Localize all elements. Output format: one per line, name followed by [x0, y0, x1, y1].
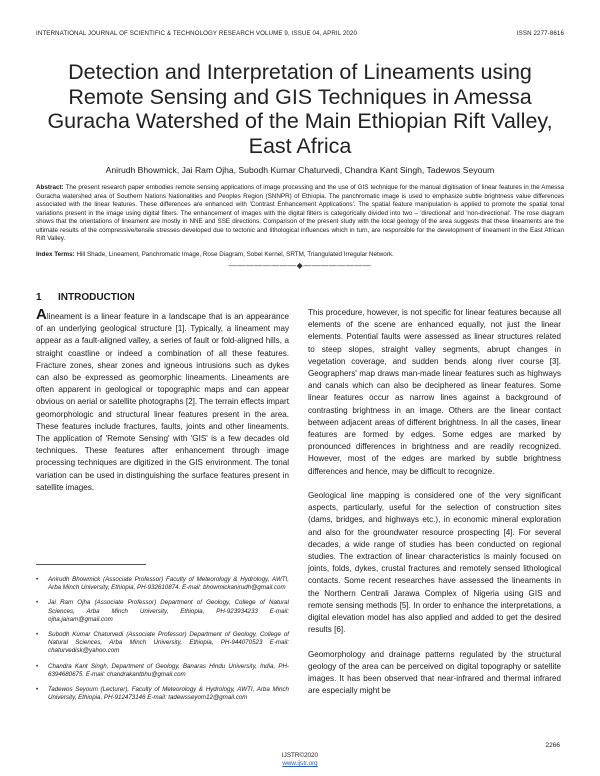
bullet-icon: • — [36, 662, 39, 670]
abstract-text: The present research paper embodies remote sensing applications of image processing and the use of GIS technique for the manual digitisation of linear features in the Amessa Guracha watershed area of Southern Nations Nationalities and Peoples Region (SNNPR) of Ethiopia. The panchromatic image is used to emphasize subtle brightness value differences associated with the linear features. These differences are enhanced with 'Contrast Enhancement Applications'. The spatial feature manipulation is applied to promote the spatial tonal variations present in the image using digital filters. The enhancement of images with the digital filters is categorically divided into two – 'directional' and 'non-directional'. The rose diagram shows that the orientations of lineament are mostly in NNE and SSE directions. Comparison of the present study with the local geology of the area suggests that these lineaments are the ultimate results of the compressive/tensile stresses developed due to tectonic and lithological influences which in turn, are responsible for the development of lineament in the East African Rift Valley. — [36, 184, 564, 242]
section-title: INTRODUCTION — [58, 292, 135, 303]
page-number: 2266 — [545, 742, 560, 749]
intro-paragraph-text: lineament is a linear feature in a landscape that is an appearance of an underlying geological structure [1]. Typically, a lineament may appear as a fault-aligned valley, a series of fault or fold-aligned hills, a straight coastline or indeed a combination of all these features. Fracture zones, shear zones and igneous intrusions such as dykes can also be expressed as geomorphic lineaments. Lineaments are often apparent in geological or topographic maps and can appear obvious on aerial or satellite photographs [2]. The terrain effects impart geomorphologic and structural linear features present in the area. These features include fractures, faults, joints and other lineaments. The application of 'Remote Sensing' with 'GIS' is a few decades old techniques. These features after enhancement through image processing techniques are digitized in the GIS environment. The tonal variation can be used in distinguishing the surface features present in satellite images. — [36, 312, 289, 492]
index-terms-text: Hill Shade, Lineament, Panchromatic Image, Rose Diagram, Sobel Kernel, SRTM, Triangulated Irregular Network. — [74, 251, 394, 258]
footnote-item — [36, 631, 289, 656]
section-divider: ————————◆———————— — [228, 261, 372, 270]
footnote-item — [36, 599, 289, 624]
footnote-rule — [36, 564, 146, 565]
footnote-item — [36, 576, 289, 592]
footnote-item — [36, 663, 289, 679]
bullet-icon: • — [36, 599, 39, 607]
bullet-icon: • — [36, 576, 39, 583]
drop-cap: A — [36, 306, 47, 323]
section-number: 1 — [36, 292, 42, 303]
author-list: Anirudh Bhowmick, Jai Ram Ojha, Subodh Kumar Chaturvedi, Chandra Kant Singh, Tadewos Seyoum — [105, 165, 495, 175]
bullet-icon: • — [36, 631, 39, 639]
author-footnotes — [36, 576, 289, 709]
left-column — [36, 306, 289, 506]
body-paragraph: Geomorphology and drainage patterns regulated by the structural geology of the area can be perceived on digital topography or satellite images. It has been observed that near-infrared and thermal infrared are especially might be — [308, 649, 561, 696]
footnote-text: Anirudh Bhowmick (Associate Professor) Faculty of Meteorology & Hydrology, AWTI, Arba Minch University, Ethiopia, PH-932610874. E-mail: bhowmickanirudh@gmail.com — [48, 576, 289, 592]
publisher-mark: IJSTR©2020 — [281, 752, 319, 759]
section-heading — [36, 292, 135, 303]
index-terms-label: Index Terms: — [36, 251, 75, 258]
journal-name: INTERNATIONAL JOURNAL OF SCIENTIFIC & TECHNOLOGY RESEARCH VOLUME 9, ISSUE 04, APRIL 2020 — [36, 30, 358, 37]
footnote-text: Jai Ram Ojha (Associate Professor) Department of Geology, College of Natural Sciences, Arba Minch University, Ethiopia, PH-923934233 E-mail: ojha.jairam@gmail.com — [48, 599, 289, 623]
body-paragraph: Geological line mapping is considered one of the very significant aspects, particularly, useful for the selection of construction sites (dams, bridges, and highways etc.), in economic mineral exploration and also for the groundwater resource prospecting [4]. For several decades, a wide range of studies has been conducted on regional studies. The extraction of linear characteristics is mainly focused on joints, folds, dykes, crustal fractures and remotely sensed lithological contacts. Some recent researches have assessed the lineaments in the Northern Centrali Jarawa Complex of Nigeria using GIS and remote sensing methods [5]. In order to enhance the interpretations, a digital elevation model has also applied and added to get the desired results [6]. — [308, 491, 561, 635]
right-column — [308, 307, 561, 710]
footnote-text: Chandra Kant Singh, Department of Geology, Banaras Hindu University, India, PH-6394680675. E-mail: chandrakantbhu@gmail.com — [48, 662, 289, 678]
body-paragraph: This procedure, however, is not specific for linear features because all elements of the scene are enhanced equally, not just the linear elements. Potential faults were assessed as linear structures related to steep slopes, straight valley segments, abrupt changes in vegetation coverage, and sudden bends along river course [3]. Geographers' map draws man-made linear features such as highways and canals which can also be deciphered as linear features. Some linear features occur as narrow lines against a background of contrasting brightness in an image. Others are the linear contact between adjacent areas of different brightness. In all the cases, linear features are formed by edges. Some edges are marked by pronounced differences in brightness and are readily recognized. However, most of the edges are marked by subtle brightness differences and hence, may be difficult to recognize. — [308, 308, 561, 476]
footnote-item — [36, 686, 289, 702]
page-footer — [0, 752, 600, 768]
intro-paragraph — [36, 306, 289, 494]
abstract — [36, 184, 564, 244]
paper-title: Detection and Interpretation of Lineaments using Remote Sensing and GIS Techniques in Amessa Guracha Watershed of the Main Ethiopian Rift Valley, East Africa — [47, 60, 553, 158]
abstract-label: Abstract: — [36, 184, 64, 191]
journal-website-link[interactable]: www.ijstr.org — [282, 760, 318, 767]
index-terms — [36, 251, 564, 258]
footnote-text: Tadewos Seyoum (Lecturer), Faculty of Meteorology & Hydrology, AWTI, Arba Minch University, Ethiopia, PH-912473146 E-mail: tadewsseyom12@gmail.com — [48, 686, 289, 702]
issn: ISSN 2277-8616 — [516, 30, 564, 37]
footnote-text: Subodh Kumar Chaturvedi (Associate Professor) Department of Geology, College of Natural Sciences, Arba Minch University, Ethiopia, PH-944070523 E-mail: chaturvedisk@yahoo.com — [48, 631, 289, 655]
bullet-icon: • — [36, 686, 39, 694]
